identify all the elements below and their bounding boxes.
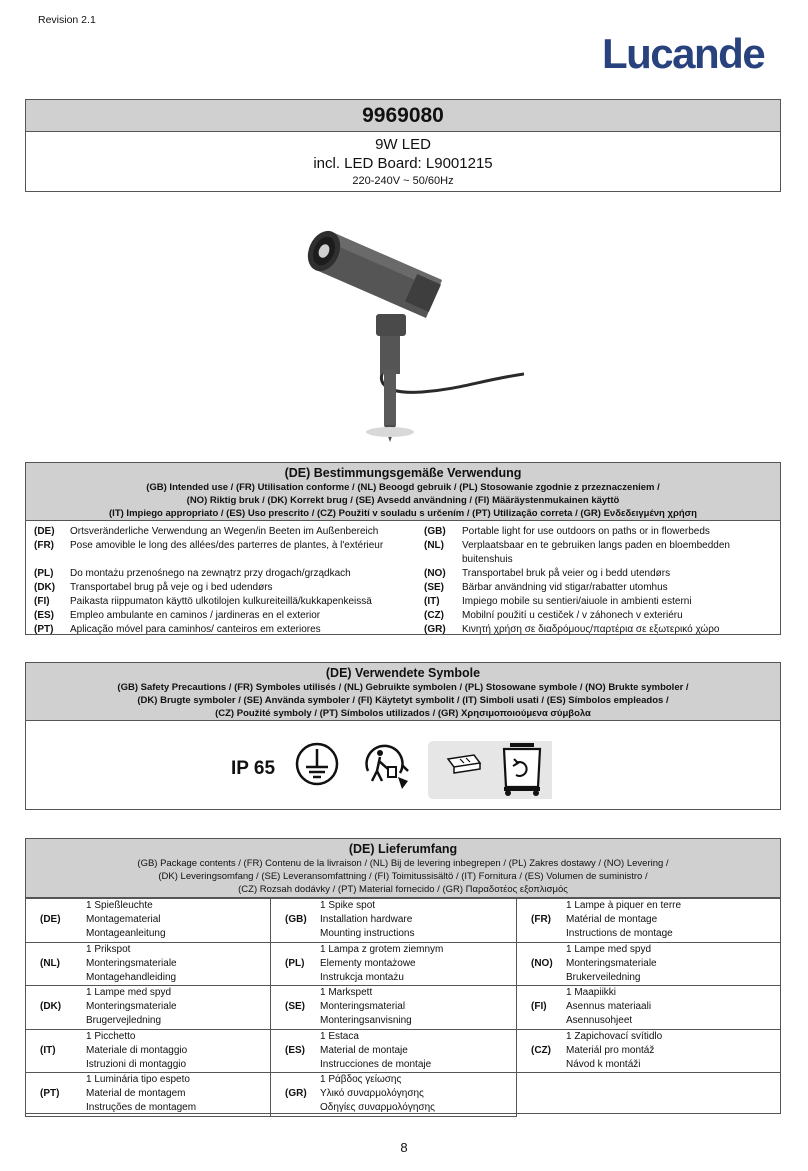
package-contents-subtitle-1: (GB) Package contents / (FR) Contenu de la livraison / (NL) Bij de levering inbegrepen / (PL) Zakres dostawy / (NO) Levering / (137, 858, 669, 869)
package-contents-line: Instructions de montage (566, 928, 673, 939)
package-contents-line: 1 Lampa z grotem ziemnym (320, 943, 444, 955)
page-number: 8 (400, 1140, 408, 1155)
package-contents-line: Mounting instructions (320, 928, 415, 939)
package-contents-code: (ES) (285, 1044, 305, 1056)
use-text: Κινητή χρήση σε διαδρόμους/παρτέρια σε εξωτερικό χώρο (462, 624, 720, 635)
package-contents-cell (25, 942, 271, 987)
use-code: (FR) (34, 540, 54, 551)
use-text: Ortsveränderliche Verwendung an Wegen/in Beeten im Außenbereich (70, 526, 379, 537)
package-contents-line: Asennus materiaali (566, 1001, 652, 1012)
symbols-title: (DE) Verwendete Symbole (325, 666, 481, 680)
package-contents-line: Montageanleitung (86, 928, 166, 939)
product-voltage: 220-240V ~ 50/60Hz (352, 175, 454, 187)
use-text: Do montażu przenośnego na zewnątrz przy drogach/grządkach (70, 568, 351, 579)
package-contents-line: Monteringsmaterial (320, 1001, 406, 1012)
package-contents-code: (CZ) (531, 1044, 551, 1056)
package-contents-line: Montagematerial (86, 914, 161, 925)
package-contents-line: Návod k montáži (566, 1058, 641, 1070)
revision-label: Revision 2.1 (38, 14, 96, 26)
package-contents-cell (270, 1072, 517, 1117)
package-contents-line: 1 Maapiikki (566, 987, 617, 998)
use-text: Aplicação móvel para caminhos/ canteiros em exteriores (70, 624, 321, 635)
package-contents-cell (516, 1029, 781, 1074)
package-contents-code: (PT) (40, 1088, 60, 1099)
product-image-spike-spot (292, 210, 524, 450)
package-contents-line: Monteringsmateriale (86, 957, 177, 969)
brand-logo: Lucande (602, 30, 765, 77)
ip65-rating: IP 65 (231, 758, 276, 779)
use-text: Paikasta riippumaton käyttö ulkotilojen kulkureiteillä/kukkapenkeissä (70, 596, 372, 607)
package-contents-cell (270, 985, 517, 1030)
product-header-box (25, 99, 781, 192)
package-contents-line: Brugervejledning (86, 1015, 162, 1026)
package-contents-cell (25, 1072, 271, 1117)
intended-use-subtitle-1: (GB) Intended use / (FR) Utilisation conforme / (NL) Beoogd gebruik / (PL) Stosowanie zgodnie z przeznaczeniem / (146, 482, 660, 493)
package-contents-line: Material de montaje (320, 1044, 408, 1056)
package-contents-cell (270, 898, 517, 943)
product-number: 9969080 (26, 100, 780, 132)
package-contents-line: 1 Prikspot (86, 943, 131, 955)
use-code: (GR) (424, 624, 446, 635)
package-contents-code: (SE) (285, 1001, 305, 1012)
package-contents-code: (FI) (531, 1001, 547, 1012)
package-contents-line: 1 Spießleuchte (86, 900, 153, 911)
product-led-board: incl. LED Board: L9001215 (313, 155, 493, 172)
package-contents-cell (516, 942, 781, 987)
use-code: (CZ) (424, 610, 444, 621)
package-contents-line: Monteringsmateriale (86, 1001, 177, 1012)
package-contents-line: Υλικό συναρμολόγησης (320, 1088, 424, 1099)
package-contents-line: Instrukcja montażu (320, 971, 404, 983)
package-contents-cell (270, 942, 517, 987)
use-text: Impiego mobile su sentieri/aiuole in ambienti esterni (462, 596, 692, 607)
package-contents-cell (25, 1029, 271, 1074)
package-contents-line: Οδηγίες συναρμολόγησης (320, 1102, 435, 1113)
product-power: 9W LED (375, 136, 431, 153)
package-contents-line: 1 Markspett (320, 987, 373, 998)
package-contents-line: Brukerveiledning (566, 971, 641, 983)
package-contents-line: Elementy montażowe (320, 957, 416, 969)
symbols-subtitle-3: (CZ) Použité symboly / (PT) Símbolos utilizados / (GR) Χρησιμοποιούμενα σύμβολα (215, 708, 591, 719)
package-contents-code: (IT) (40, 1044, 56, 1056)
package-contents-line: Instruções de montagem (86, 1102, 197, 1113)
use-text: Mobilní použití u cestiček / v záhonech v exteriéru (462, 610, 683, 621)
package-contents-title: (DE) Lieferumfang (348, 842, 458, 856)
use-code: (GB) (424, 526, 446, 537)
package-contents-line: Asennusohjeet (566, 1015, 633, 1026)
use-code: (FI) (34, 596, 50, 607)
package-contents-subtitle-2: (DK) Leveringsomfang / (SE) Leveransomfattning / (FI) Toimitussisältö / (IT) Fornitura / (ES) Volumen de suministro / (158, 871, 648, 882)
package-contents-line: 1 Ράβδος γείωσης (320, 1074, 402, 1085)
use-text: Verplaatsbaar en te gebruiken langs paden en bloembedden buitenshuis (462, 540, 730, 565)
package-contents-line: Montagehandleiding (86, 971, 177, 983)
package-contents-line: Monteringsmateriale (566, 957, 657, 969)
package-contents-line: Materiál pro montáž (566, 1044, 655, 1056)
symbols-header (26, 663, 780, 721)
package-contents-code: (PL) (285, 957, 305, 969)
package-contents-line: 1 Zapichovací svítidlo (566, 1030, 663, 1042)
use-code: (PT) (34, 624, 54, 635)
package-contents-line: Materiale di montaggio (86, 1044, 188, 1056)
use-text: Transportabel brug på veje og i bed udendørs (70, 582, 273, 593)
use-text: Pose amovible le long des allées/des parterres de plantes, à l'extérieur (70, 540, 384, 551)
package-contents-cell (25, 898, 271, 943)
intended-use-subtitle-2: (NO) Riktig bruk / (DK) Korrekt brug / (SE) Avsedd användning / (FI) Määräystenmukainen käyttö (186, 495, 620, 506)
package-contents-cell (270, 1029, 517, 1074)
package-contents-line: 1 Estaca (320, 1030, 359, 1042)
recycling-person-icon (358, 741, 412, 793)
package-contents-cell (516, 898, 781, 943)
package-contents-line: Monteringsanvisning (320, 1015, 412, 1026)
package-contents-line: Matérial de montage (566, 914, 658, 925)
package-contents-line: Installation hardware (320, 914, 413, 925)
use-code: (NL) (424, 540, 444, 551)
use-code: (DE) (34, 526, 55, 537)
package-contents-line: Instrucciones de montaje (320, 1058, 432, 1070)
package-contents-header (26, 839, 780, 898)
use-code: (PL) (34, 568, 54, 579)
recycle-bin-icon (504, 743, 540, 796)
use-code: (NO) (424, 568, 446, 579)
package-contents-line: 1 Picchetto (86, 1030, 136, 1042)
intended-use-section (25, 462, 781, 635)
symbols-section (25, 662, 781, 810)
intended-use-title: (DE) Bestimmungsgemäße Verwendung (284, 466, 522, 480)
package-contents-line: Material de montagem (86, 1088, 186, 1099)
package-contents-code: (FR) (531, 914, 551, 925)
package-contents-line: 1 Spike spot (320, 900, 376, 911)
package-contents-code: (NO) (531, 957, 553, 969)
package-contents-line: 1 Lampe med spyd (86, 987, 172, 998)
package-contents-cell (25, 985, 271, 1030)
package-contents-line: 1 Luminária tipo espeto (86, 1074, 190, 1085)
use-code: (IT) (424, 596, 440, 607)
weee-symbol-panel (428, 741, 552, 799)
earth-ground-icon (294, 741, 340, 787)
intended-use-header (26, 463, 780, 521)
package-contents-code: (DE) (40, 914, 61, 925)
package-contents-subtitle-3: (CZ) Rozsah dodávky / (PT) Material fornecido / (GR) Παραδοτέος εξοπλισμός (238, 884, 568, 895)
package-contents-cell (516, 985, 781, 1030)
package-contents-line: 1 Lampe med spyd (566, 943, 652, 955)
use-text: Portable light for use outdoors on paths or in flowerbeds (462, 526, 710, 537)
use-code: (SE) (424, 582, 444, 593)
symbols-subtitle-1: (GB) Safety Precautions / (FR) Symboles utilisés / (NL) Gebruikte symbolen / (PL) Stosowane symbole / (NO) Brukte symboler / (117, 682, 689, 693)
intended-use-subtitle-3: (IT) Impiego appropriato / (ES) Uso prescrito / (CZ) Použití v souladu s určením / (PT) Utilização correta / (GR) Ενδεδειγμένη χρήση (109, 508, 697, 519)
use-text: Bärbar användning vid stigar/rabatter utomhus (462, 582, 668, 593)
package-contents-line: Istruzioni di montaggio (86, 1058, 187, 1070)
package-contents-code: (NL) (40, 957, 60, 969)
package-contents-line: 1 Lampe à piquer en terre (566, 900, 682, 911)
use-code: (DK) (34, 582, 56, 593)
symbols-subtitle-2: (DK) Brugte symboler / (SE) Använda symboler / (FI) Käytetyt symbolit / (IT) Simboli usati / (ES) Símbolos empleados / (137, 695, 669, 706)
package-contents-code: (DK) (40, 1001, 62, 1012)
use-text: Empleo ambulante en caminos / jardineras en el exterior (70, 610, 321, 621)
package-contents-code: (GB) (285, 914, 307, 925)
package-contents-code: (GR) (285, 1088, 307, 1099)
use-text: Transportabel bruk på veier og i bedd utendørs (462, 568, 671, 579)
use-code: (ES) (34, 610, 54, 621)
